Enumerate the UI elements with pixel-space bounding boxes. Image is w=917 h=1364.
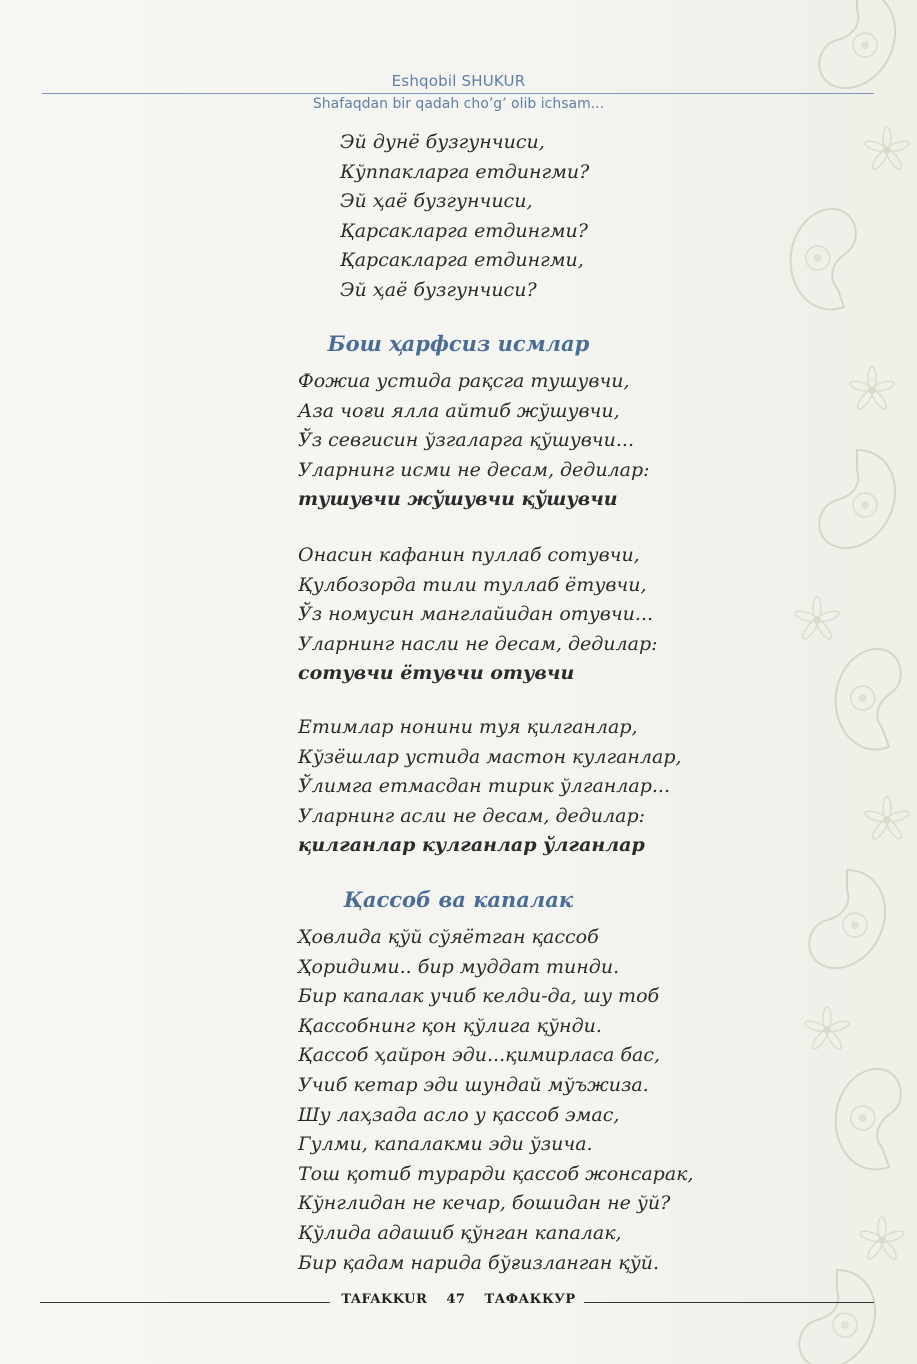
poem-stanza <box>298 541 658 689</box>
poem-line: Етимлар нонини туя қилганлар, <box>298 716 638 738</box>
poem-line: Фожиа устида рақсга тушувчи, <box>298 370 630 392</box>
header-subtitle: Shafaqdan bir qadah cho’g’ olib ichsam... <box>312 96 605 112</box>
poem-line: Қассобнинг қон қўлига қўнди. <box>298 1014 602 1037</box>
poem-line: Бир капалак учиб келди-да, шу тоб <box>298 985 660 1008</box>
poem-title: Бош ҳарфсиз исмлар <box>327 331 590 356</box>
poem-line: Эй дунё бузгунчиси, <box>340 131 545 153</box>
poem-line: Эй ҳаё бузгунчиси? <box>340 278 537 301</box>
poem-line: Ўз севгисин ўзгаларга қўшувчи... <box>298 429 634 452</box>
poem-refrain: тушувчи жўшувчи қўшувчи <box>298 488 618 511</box>
footer-left-label: TAFAKKUR <box>341 1292 428 1307</box>
footer <box>0 1292 917 1307</box>
poem-line: Шу лаҳзада асло у қассоб эмас, <box>298 1103 620 1126</box>
poem-line: Ўз номусин манглайидан отувчи... <box>298 603 654 626</box>
poem-line: Гулми, капалакми эди ўзича. <box>298 1133 593 1156</box>
header-author: Eshqobil SHUKUR <box>391 72 526 90</box>
poem-line: Қассоб ҳайрон эди...қимирласа бас, <box>298 1044 661 1067</box>
poem-line: Қарсакларга етдингми? <box>340 219 588 242</box>
poem-line: Уларнинг исми не десам, дедилар: <box>298 458 650 481</box>
footer-right-label: ТАФАККУР <box>484 1292 576 1307</box>
header-divider <box>42 93 874 94</box>
paisley-ornament <box>657 0 917 1364</box>
poem-line: Кўнглидан не кечар, бошидан не ўй? <box>298 1192 671 1215</box>
poem-line: Кўппакларга етдингми? <box>340 160 590 183</box>
poem-line: Тош қотиб турарди қассоб жонсарак, <box>298 1162 694 1185</box>
poem-line: Бир қадам нарида бўғизланган қўй. <box>298 1251 660 1274</box>
poem-line: Кўзёшлар устида мастон кулганлар, <box>298 745 682 768</box>
poem-stanza <box>298 367 650 515</box>
poem-line: Учиб кетар эди шундай мўъжиза. <box>298 1073 649 1096</box>
poem-line: Қарсакларга етдингми, <box>340 249 584 272</box>
poem-line: Уларнинг насли не десам, дедилар: <box>298 632 658 655</box>
poem-stanza <box>298 713 682 861</box>
poem-title: Қассоб ва капалак <box>343 887 574 912</box>
poem-line: Ҳовлида қўй сўяётган қассоб <box>298 926 599 948</box>
poem-line: Ҳоридими.. бир муддат тинди. <box>298 955 620 978</box>
poem-line: Аза чоғи ялла айтиб жўшувчи, <box>298 399 620 422</box>
poem-line: Уларнинг асли не десам, дедилар: <box>298 804 646 827</box>
intro-stanza <box>340 128 589 306</box>
poem-refrain: қилганлар кулганлар ўлганлар <box>298 834 645 857</box>
poem-refrain: сотувчи ётувчи отувчи <box>298 662 575 685</box>
poem-line: Онасин кафанин пуллаб сотувчи, <box>298 544 640 566</box>
poem-line: Қулбозорда тили туллаб ётувчи, <box>298 573 647 596</box>
poem-line: Ўлимга етмасдан тирик ўлганлар... <box>298 775 671 798</box>
poem-line: Қўлида адашиб қўнган капалак, <box>298 1221 622 1244</box>
poem-line: Эй ҳаё бузгунчиси, <box>340 190 533 213</box>
page-number: 47 <box>446 1292 466 1307</box>
poem-stanza <box>298 923 694 1278</box>
